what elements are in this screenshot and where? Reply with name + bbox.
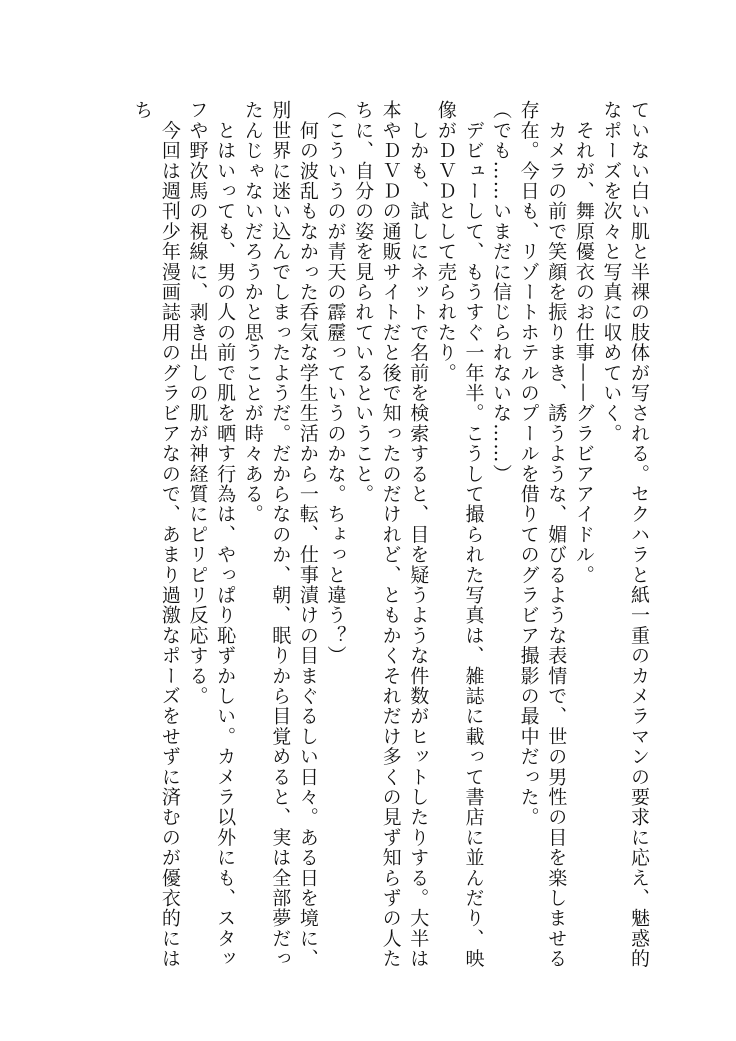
paragraph: 何の波乱もなかった呑気な学生生活から一転、仕事漬けの目まぐるしい日々。ある日を境に、別世界に迷い込んでしまったようだ。だからなのか、朝、眠りから目覚めると、実は全部夢だったんじゃないだろうかと思うことが時々ある。: [241, 100, 319, 969]
paragraph: とはいっても、男の人の前で肌を晒す行為は、やっぱり恥ずかしい。カメラ以外にも、スタッフや野次馬の視線に、剥き出しの肌が神経質にピリピリ反応する。: [186, 100, 237, 969]
vertical-text-body: [128, 100, 652, 980]
paragraph: （でも……いまだに信じられないな……）: [490, 100, 513, 484]
paragraph: それが、舞原優衣のお仕事——グラビアアイドル。: [572, 100, 595, 585]
paragraph: デビューして、もうすぐ一年半。こうして撮られた写真は、雑誌に載って書店に並んだり、映像がＤＶＤとして売られたり。: [434, 100, 485, 969]
paragraph: しかも、試しにネットで名前を検索すると、目を疑うような件数がヒットしたりする。大半は本やＤＶＤの通販サイトだと後で知ったのだけれど、ともかくそれだけ多くの見ず知らずの人たちに、自分の姿を見られているということ。: [352, 100, 430, 969]
paragraph: 今回は週刊少年漫画誌用のグラビアなので、あまり過激なポーズをせずに済むのが優衣的にはち: [131, 100, 181, 969]
paragraph: カメラの前で笑顔を振りまき、誘うような、媚びるような表情で、世の男性の目を楽しませる存在。今日も、リゾートホテルのプールを借りてのグラビア撮影の最中だった。: [517, 100, 568, 969]
paragraph: （こういうのが青天の霹靂っていうのかな。ちょっと違う？）: [324, 100, 347, 666]
paragraph: ていない白い肌と半裸の肢体が写される。セクハラと紙一重のカメラマンの要求に応え、魅惑的なポーズを次々と写真に収めていく。: [600, 100, 650, 969]
